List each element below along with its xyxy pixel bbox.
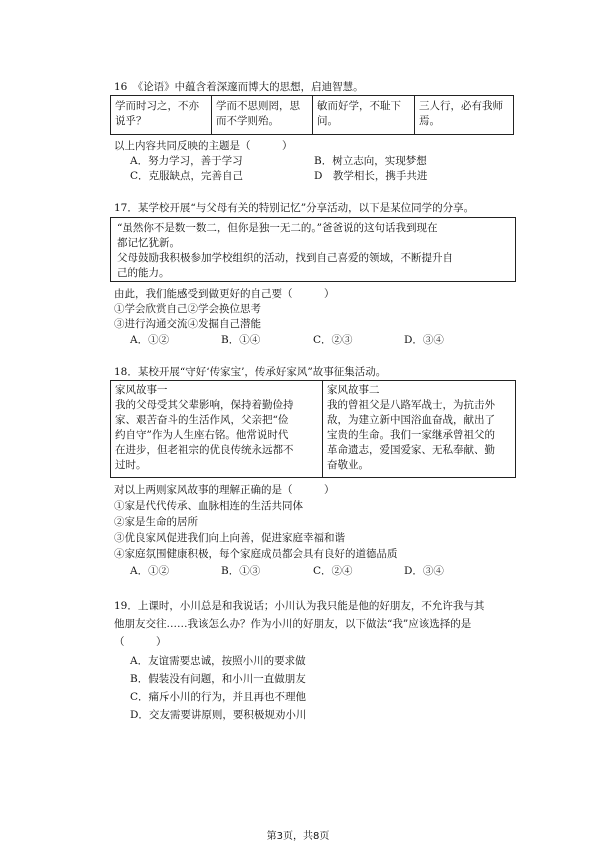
q17-stem: 17．某学校开展“与父母有关的特别记忆”分享活动，以下是某位同学的分享。 [114,202,475,214]
q16-cell-1-line1: 学而时习之，不亦 [115,100,199,112]
q18-story-2-line-3: 宝贵的生命。我们一家继承曾祖父的 [327,429,495,441]
q16-stem: 16 《论语》中蕴含着深邃而博大的思想，启迪智慧。 [114,81,364,93]
q18-story-2-line-1: 我的曾祖父是八路军战士，为抗击外 [327,399,495,411]
q16-cell-2-line1: 学而不思则罔，思 [216,100,300,112]
q16-cell-1-line2: 说乎？ [115,115,147,127]
q16-cell-3-line2: 问。 [317,115,338,127]
q18-story-1-title: 家风故事一 [115,384,168,396]
q18-story-1-line-1: 我的父母受其父辈影响，保持着勤俭持 [115,399,294,411]
q18-story-2-line-5: 奋敬业。 [327,459,369,471]
q18-story-1-line-4: 在进步，但老祖宗的优良传统永远都不 [115,444,294,456]
q17-quote-box [110,217,516,282]
q16-cell-2-line2: 而不学则殆。 [216,115,279,127]
q19-option-a[interactable]: A．友谊需要忠诚，按照小川的要求做 [130,655,306,667]
q17-item-2: ③进行沟通交流④发掘自己潜能 [114,318,261,330]
q16-table [110,95,514,135]
q18-story-1-line-5: 过时。 [115,459,147,471]
q16-cell-2 [212,96,313,134]
q18-option-a[interactable]: A．①② [130,565,170,577]
q18-story-1-line-2: 家、艰苦奋斗的生活作风，父亲把“俭 [115,414,289,426]
q18-stories-table [110,380,516,478]
q19-option-d[interactable]: D．交友需要讲原则，要积极规劝小川 [130,709,307,721]
q18-story-2-title: 家风故事二 [327,384,380,396]
q19-line-1: 19．上课时，小川总是和我说话；小川认为我只能是他的好朋友，不允许我与其 [114,600,485,612]
q17-item-1: ①学会欣赏自己②学会换位思考 [114,303,261,315]
q16-option-a[interactable]: A．努力学习，善于学习 [130,155,243,167]
q17-option-d[interactable]: D．③④ [404,334,444,346]
q19-line-2: 他朋友交往……我该怎么办？作为小川的好朋友，以下做法“我”应该选择的是 [114,618,472,630]
q17-question: 由此，我们能感受到做更好的自己要（ ） [114,288,335,300]
q18-item-4: ④家庭氛围健康积极，每个家庭成员都会具有良好的道德品质 [114,548,398,560]
q18-story-1-line-3: 约自守”作为人生座右铭。他常说时代 [115,429,289,441]
q18-story-2-line-2: 敌，为建立新中国浴血奋战，献出了 [327,414,495,426]
q18-story-1 [111,381,323,477]
q18-option-c[interactable]: C．②④ [313,565,353,577]
q17-box-line-1: “虽然你不是数一数二，但你是独一无二的。”爸爸说的这句话我到现在 [117,222,438,234]
q17-box-line-3: 父母鼓励我积极参加学校组织的活动，找到自己喜爱的领域，不断提升自 [117,252,453,264]
q18-story-2-line-4: 革命遗志，爱国爱家、无私奉献、勤 [327,444,495,456]
q17-box-line-2: 都记忆犹新。 [117,237,180,249]
page-number: 第3页，共8页 [266,831,330,842]
q19-option-b[interactable]: B．假装没有问题，和小川一直做朋友 [130,673,306,685]
q16-cell-4-line2: 焉。 [419,115,440,127]
q19-line-3: （ ） [114,636,167,648]
q18-story-2 [323,381,517,477]
q16-option-d[interactable]: D 教学相长，携手共进 [314,170,428,182]
q18-question: 对以上两则家风故事的理解正确的是（ ） [114,484,335,496]
q18-stem: 18．某校开展“守好‘传家宝’，传承好家风”故事征集活动。 [114,366,387,378]
q18-item-2: ②家是生命的居所 [114,516,198,528]
q16-option-b[interactable]: B．树立志向，实现梦想 [314,155,427,167]
q17-box-line-4: 己的能力。 [117,267,170,279]
q17-option-a[interactable]: A．①② [130,334,170,346]
q16-question: 以上内容共同反映的主题是（ ） [114,140,293,152]
q18-item-1: ①家是代代传承、血脉相连的生活共同体 [114,500,303,512]
q16-cell-3-line1: 敏而好学，不耻下 [317,100,401,112]
q16-cell-1 [111,96,212,134]
q16-option-c[interactable]: C．克服缺点，完善自己 [130,170,244,182]
q18-option-d[interactable]: D．③④ [404,565,444,577]
q17-option-c[interactable]: C．②③ [313,334,353,346]
q18-item-3: ③优良家风促进我们向上向善，促进家庭幸福和谐 [114,532,345,544]
q16-cell-3 [313,96,415,134]
q18-option-b[interactable]: B．①③ [221,565,261,577]
q19-option-c[interactable]: C．痛斥小川的行为，并且再也不理他 [130,691,307,703]
q16-cell-4-line1: 三人行，必有我师 [419,100,503,112]
q16-cell-4 [415,96,515,134]
q17-option-b[interactable]: B．①④ [221,334,261,346]
